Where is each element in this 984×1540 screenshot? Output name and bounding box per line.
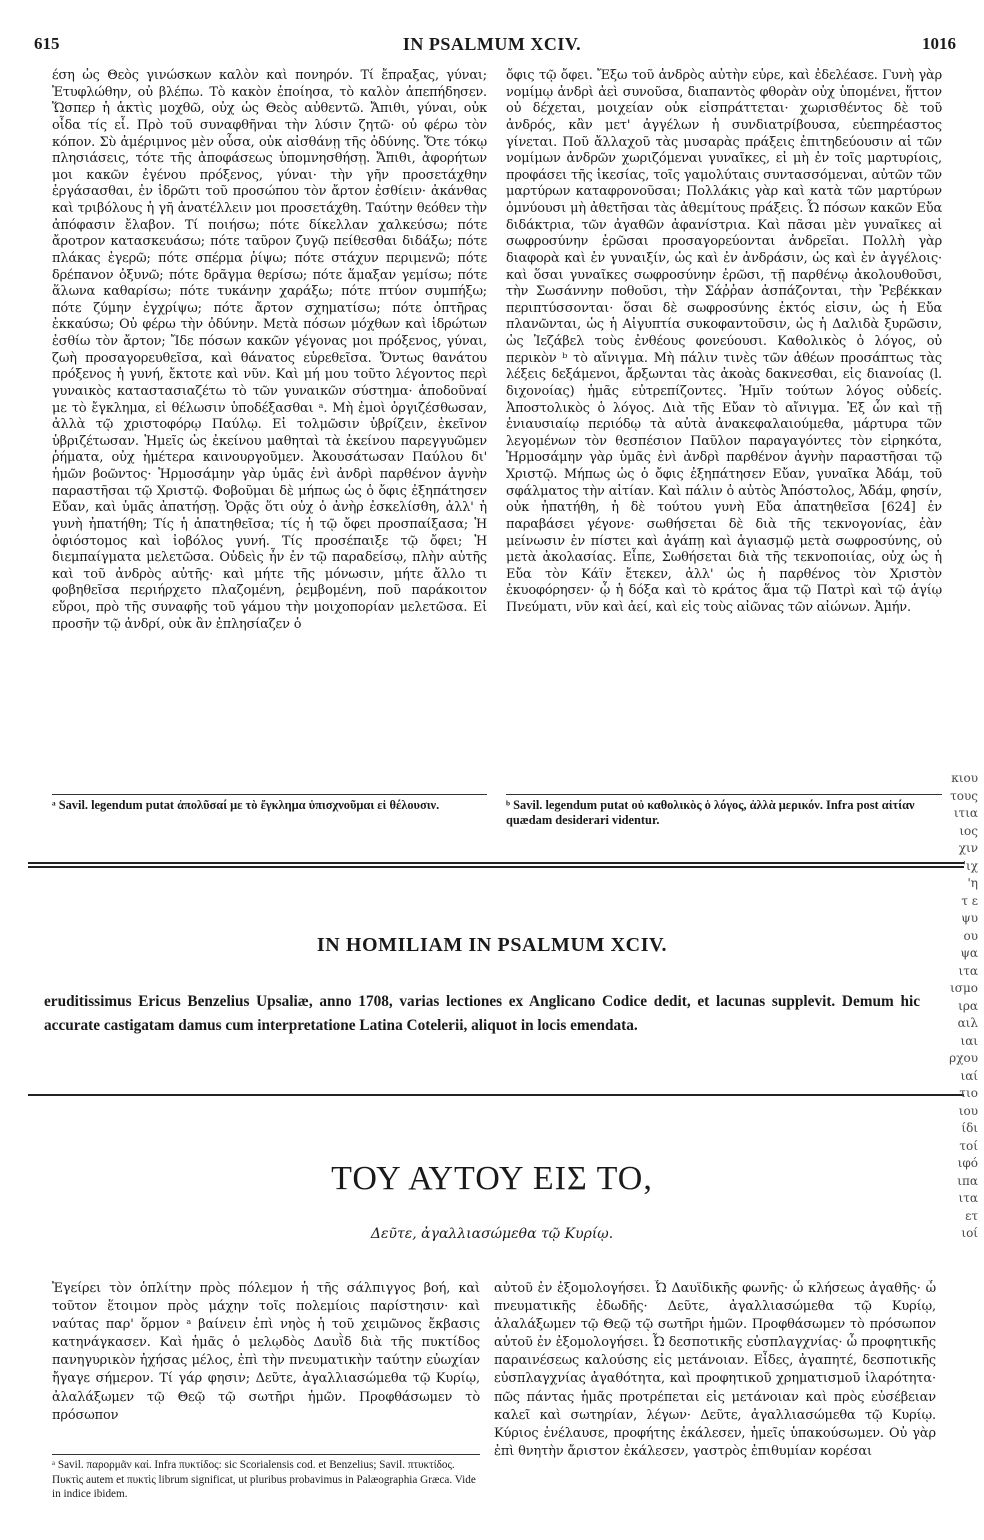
- margin-glyph: ιτα: [958, 1191, 978, 1205]
- margin-glyph: ρχου: [949, 1051, 978, 1065]
- bottom-right-column-text: [494, 1280, 936, 1532]
- section-subtitle: Δεῦτε, ἀγαλλιασώμεθα τῷ Κυρίῳ.: [370, 1226, 614, 1242]
- footnote-divider-left: [52, 794, 487, 795]
- left-column-paragraph: έση ὡς Θεὸς γινώσκων καλὸν καὶ πονηρόν. Τί ἔπραξας, γύναι; Ἐτυφλώθην, οὐ βλέπω. Τὸ κακὸν ἐποίησα, τὸ καλὸν ἀπεπήδησεν. Ὥσπερ ἡ ἀκτὶς μοχθῶ, οὐχ ὡς Θεὸς αὐθεντῶ. Ἄπιθι, γύναι, οὐκ οἶδα τίς εἶ. Πρὸ τοῦ συναφθῆναι τὴν λύσιν ζητῶ· οὐ φέρω τὸν κόπον. Σὺ ἀμέριμνος μὲν οὖσα, οὐκ αἰσθάνῃ τῆς ὀδύνης. Ὅτε τόκῳ πλησιάσεις, τότε τῆς ἀποφάσεως ὑπομνησθήσῃ. Ἄπιθι, ἀφορήτων μοι κακῶν ἐγένου πρόξενος, γύναι· τὴν γῆν προσετάχθην ἐργάσασθαι, ἐν ἱδρῶτι τοῦ προσώπου τὸν ἄρτον ἐσθίειν· ἀκάνθας καὶ τριβόλους ἡ γῆ ἀνατέλλειν μοι προσετάχθη. Ταύτην θεόθεν τὴν ἀπόφασιν ἔλαβον. Τί ποιήσω; πότε δίκελλαν χαλκεύσω; πότε ἄροτρον κατασκευάσω; πότε ταῦρον ζυγῷ πείθεσθαι διδάξω; πότε πλάκας ἐγερῶ; πότε σπέρμα ῥίψω; πότε στάχυν περιμενῶ; πότε δρέπανον ὀξυνῶ; πότε δρᾶγμα θερίσω; πότε ἅμαξαν γεμίσω; πότε ἅλωνα καθαρίσω; πότε τυκάνην χαράξω; πότε πτύον συμπήξω; πότε ζύμην ἐγχρίψω; πότε ἄρτον σχηματίσω; πότε ὀπτῆρας ἐκκαύσω; Οὐ φέρω τὴν ὀδύνην. Μετὰ πόσων μόχθων καὶ ἱδρώτων ἐσθίω τὸν ἄρτον; Ἴδε πόσων κακῶν γέγονας μοι πρόξενος, γύναι, ζωὴ προσαγορευθεῖσα, καὶ θάνατος εὑρεθεῖσα. Ὄντως θανάτου πρόξενος ἡ γυνή, ἔκτοτε καὶ νῦν. Καὶ μή μου τοῦτο λέγοντος περὶ γυναικὸς καταστασιαζέτω τὸ τῶν γυναικῶν σύστημα· ἀποδοῦναί με τὸ ἔγκλημα, εἰ θέλωσιν ὑποδέξασθαι ᵃ. Μὴ ἐμοὶ ὀργιζέσθωσαν, ἀλλὰ τῷ χριστοφόρῳ Παύλῳ. Εἰ τολμῶσιν ὑβρίζειν, ἐκεῖνον ὑβριζέτωσαν. Ἡμεῖς ὡς ἐκείνου μαθηταὶ τὰ ἐκείνου παρεγγυῶμεν ῥήματα, οὐχ ἡμέτερα καινουργοῦμεν. Ἀκουσάτωσαν Παύλου δι' ἡμῶν βοῶντος· Ἡρμοσάμην γὰρ ὑμᾶς ἑνὶ ἀνδρὶ παρθένον ἁγνὴν παραστῆσαι τῷ Χριστῷ. Φοβοῦμαι δὲ μήπως ὡς ὁ ὄφις ἐξηπάτησεν Εὔαν, καὶ ὑμᾶς ἀπατήσῃ. Ὁρᾷς ὅτι οὐχ ὁ ἀνὴρ ἐσκελίσθη, ἀλλ' ἡ γυνὴ ἠπατήθη; Τίς ἡ ἀπατηθεῖσα; τίς ἡ τῷ ὄφει προσπαίξασα; Ἡ ὀφιόστομος καὶ ἰοβόλος γυνή. Τίς προσέπαιξε τῷ ὄφει; Ἡ διεμπαίγματα μελετῶσα. Οὐδεὶς ἦν ἐν τῷ παραδείσῳ, πλὴν αὐτῆς καὶ τοῦ ἀνδρὸς αὐτῆς· καὶ μήτε τῆς μόνωσιν, μήτε ἄλλο τι φοβηθεῖσα περιήρχετο πλαζομένη, ῥεμβομένη, ποῦ παράκοιτον εὕροι, πρὸ τῆς συναφῆς τοῦ γάμου τὴν μοιχοπορίαν μελετῶσα. Εἰ προσῆν τῷ ἀνδρί, οὐκ ἂν ἐπλησίαζεν ὁ: [52, 68, 487, 632]
- right-column-paragraph: ὄφις τῷ ὄφει. Ἔξω τοῦ ἀνδρὸς αὐτὴν εὗρε, καὶ ἐδελέασε. Γυνὴ γὰρ νομίμῳ ἀνδρὶ ἀεὶ συνοῦσα, διαπαντὸς φθορὰν οὐχ ὑπομένει, ἥττον οὐ δέχεται, μοιχείαν οὐκ εἰσπράττεται· χωρισθέντος δὲ τοῦ ἀνδρός, κἂν μετ' ἀγγέλων ἡ συνδιατρίβουσα, εὐεπηρέαστος γίνεται. Ποῦ ἄλλαχοῦ τὰς μυσαρὰς πράξεις ἐπιτηδεύουσιν αἱ τῶν νομίμων ἀνδρῶν χωριζόμεναι γυναῖκες, εἰ μὴ ἐν τοῖς μαρτυρίοις, προφάσει τῆς ἱκεσίας, τοῖς γαμολύταις συντασσόμεναι, αὐτῶν τῶν μαρτύρων καταφρονοῦσαι; Πολλάκις γὰρ καὶ κατὰ τῶν μαρτύρων ὀμνύουσι μὴ ἀθετῆσαι τὰς ἀθεμίτους πράξεις. Ὦ πόσων κακῶν Εὔα διδάκτρια, τῶν ἀγαθῶν ἀφανίστρια. Καὶ πᾶσαι μὲν γυναῖκες αἱ σωφροσύνην ἐρῶσαι προσαγορεύονται ἀνδρεῖαι. Πολλὴ γὰρ διαφορὰ καὶ ἐν γυναιξίν, ὡς καὶ ἐν ἀνδράσιν, ὡς καὶ ἐν ἀγγέλοις· καὶ ὅσαι γυναῖκες σωφροσύνην ἐρῶσι, τῇ παρθένῳ ἀκολουθοῦσι, τὴν Σωσάννην ποθοῦσι, τὴν Σάῤῥαν ἀσπάζονται, τὴν Ῥεβέκκαν περιπτύσσονται· ὅσαι δὲ σωφροσύνης ἐκτός εἰσιν, ὡς ἡ Εὔα πλανῶνται, ὡς ἡ Αἰγυπτία συκοφαντοῦσιν, ὡς ἡ Δαλιδὰ ξυρῶσιν, ὡς Ἰεζάβελ τοὺς ἐνθέους φονεύουσι. Καθολικὸς ὁ λόγος, οὐ περικὸν ᵇ τὸ αἴνιγμα. Μὴ πάλιν τινὲς τῶν ἀθέων προσάπτως τὰς λέξεις δεξάμενοι, ἄρξωνται τὰς ἀκοὰς δακνεσθαι, εἰς διανοίας (l. διχονοίας) ἡμᾶς εὐτρεπίζοντες. Ἡμῖν τούτων λόγος οὐδείς. Ἀποστολικὸς ὁ λόγος. Διὰ τῆς Εὔαν τὸ αἴνιγμα. Ἐξ ὧν καὶ τῇ ἐνιαυσιαίῳ περιόδῳ τὰ αὐτὰ ἀνακεφαλαιούμεθα, μάρτυρα τῶν λεγομένων τὸν θεσπέσιον Παῦλον παραγαγόντες τὸν εἰρηκότα, Ἡρμοσάμην γὰρ ὑμᾶς ἑνὶ ἀνδρὶ παρθένον ἁγνὴν παραστῆσαι τῷ Χριστῷ. Μήπως ὡς ὁ ὄφις ἐξηπάτησεν Εὔαν, γυναῖκα Ἀδάμ, τοῦ σφάλματος τὴν αἰτίαν. Καὶ πάλιν ὁ αὐτὸς Ἀπόστολος, Ἀδάμ, φησίν, οὐκ ἠπατήθη, ἡ δὲ τούτου γυνὴ Εὔα ἀπατηθεῖσα [624] ἐν παραβάσει γέγονε· σωθήσεται δὲ διὰ τῆς τεκνογονίας, ἐὰν μείνωσιν ἐν πίστει καὶ ἀγάπῃ καὶ ἁγιασμῷ μετὰ σωφροσύνης, οὐ μετὰ ἀκολασίας. Εἶπε, Σωθήσεται διὰ τῆς τεκνοποιίας, οὐχ ὡς ἡ Εὔα τὸν Κάϊν ἔτεκεν, ἀλλ' ὡς ἡ παρθένος τὸν Χριστὸν ἐκυοφόρησεν· ᾧ ἡ δόξα καὶ τὸ κράτος ἅμα τῷ Πατρὶ καὶ τῷ ἁγίῳ Πνεύματι, νῦν καὶ ἀεί, καὶ εἰς τοὺς αἰῶνας τῶν αἰώνων. Ἀμήν.: [506, 68, 942, 615]
- column-number-right: 1016: [922, 34, 956, 53]
- section-title: ΤΟΥ ΑΥΤΟΥ ΕΙΣ ΤΟ,: [331, 1160, 653, 1197]
- section-rule-top-double: [28, 866, 964, 868]
- margin-glyph: ιτια: [953, 806, 978, 820]
- right-column-text: [506, 68, 942, 784]
- margin-glyph: ου: [963, 928, 978, 943]
- margin-glyph: τ ε: [961, 893, 978, 908]
- margin-glyph: χιν: [958, 841, 978, 855]
- margin-glyph: ισμο: [950, 981, 978, 995]
- margin-glyph: ιαι: [960, 1033, 978, 1048]
- margin-glyph: ιου: [958, 1103, 978, 1118]
- margin-glyph: κιου: [951, 771, 978, 785]
- bleed-through-margin: [908, 770, 978, 1243]
- margin-glyph: τιο: [959, 1086, 978, 1100]
- footnote-right: ᵇ Savil. legendum putat οὐ καθολικὸς ὁ λόγος, ἀλλὰ μερικόν. Infra post αἰτίαν quædam desiderari videntur.: [506, 798, 915, 827]
- intro-paragraph: eruditissimus Ericus Benzelius Upsaliæ, anno 1708, varias lectiones ex Anglicano Codice dedit, et lacunas supplevit. Demum hic accurate castigatam damus cum interpretatione Latina Cotelerii, aliquot in locis emendata.: [44, 993, 920, 1034]
- bottom-right-paragraph: αὐτοῦ ἐν ἐξομολογήσει. Ὦ Δαυϊδικῆς φωνῆς· ὦ κλήσεως ἀγαθῆς· ὦ πνευματικῆς ἐδωδῆς· Δεῦτε, ἀγαλλιασώμεθα τῷ Κυρίῳ, ἀλαλάξωμεν τῷ Θεῷ τῷ σωτῆρι ἡμῶν. Προφθάσωμεν τὸ πρόσωπον αὐτοῦ ἐν ἐξομολογήσει. Ὦ δεσποτικῆς εὐσπλαγχνίας· ὦ προφητικῆς παραινέσεως καλούσης εἰς μετάνοιαν. Εἶδες, ἀγαπητέ, δεσποτικῆς εὐσπλαγχνίας ἀγαθότητα, καὶ προφητικοῦ χρηματισμοῦ ἱλαρότητα· πῶς πάντας ἡμᾶς προτρέπεται εἰς μετάνοιαν καὶ πρὸς εὐσέβειαν καλεῖ καὶ σωτηρίαν, λέγων· Δεῦτε, ἀγαλλιασώμεθα τῷ Κυρίῳ. Κύριος ἐνέλαυσε, προφήτης ἐκάλεσεν, ἡμεῖς ὑπακούσωμεν. Οὐ γὰρ ἐπὶ θνητὴν ἄριστον ἐκάλεσεν, γαστρὸς ἐπιθυμίαν κορέσαι: [494, 1281, 936, 1459]
- margin-glyph: 'ιχ: [962, 858, 978, 873]
- margin-glyph: ψα: [960, 946, 978, 960]
- footnote-bottom-left: ᵃ Savil. παρορμᾶν καί. Infra πυκτίδος: sic Scorialensis cod. et Benzelius; Savil. πτυκτίδος. Πυκτὶς autem et πυκτὶς librum significat, ut pluribus probavimus in Palæographia Græca. Vide in indice ibidem.: [52, 1459, 476, 1501]
- footnote-divider-right: [506, 794, 942, 795]
- margin-glyph: ιτα: [958, 963, 978, 978]
- bottom-left-column-text: [52, 1280, 480, 1448]
- margin-glyph: ιπα: [957, 1173, 978, 1188]
- homily-heading: IN HOMILIAM IN PSALMUM XCIV.: [316, 934, 668, 956]
- margin-glyph: ιος: [959, 823, 978, 838]
- margin-glyph: ιρα: [958, 998, 978, 1013]
- footnote-divider-bottom-left: [52, 1454, 480, 1455]
- bottom-left-paragraph: Ἐγείρει τὸν ὁπλίτην πρὸς πόλεμον ἡ τῆς σάλπιγγος βοή, καὶ τοῦτον ἕτοιμον πρὸς μάχην τοῖς πολεμίοις παρίστησιν· καὶ ναύτας παρ' ὅρμον ᵃ βαίνειν ἐπὶ νηὸς ἡ τοῦ χειμῶνος ἔκβασις κατηνάγκασεν. Καὶ ἡμᾶς ὁ μελῳδὸς Δαυῒδ διὰ τῆς πυκτίδος πανηγυρικὸν ἠχήσας μέλος, ἐπὶ τὴν πνευματικὴν ταύτην εὐωχίαν ἤγαγε σήμερον. Τί γάρ φησιν; Δεῦτε, ἀγαλλιασώμεθα τῷ Κυρίῳ, ἀλαλάξωμεν τῷ Θεῷ τῷ σωτῆρι ἡμῶν. Προφθάσωμεν τὸ πρόσωπον: [52, 1281, 480, 1423]
- margin-glyph: ετ: [965, 1208, 978, 1223]
- margin-glyph: τοί: [959, 1138, 978, 1153]
- margin-glyph: ιοί: [961, 1226, 978, 1240]
- left-column-text: [52, 68, 487, 816]
- section-rule-top: [28, 862, 964, 864]
- margin-glyph: ιφό: [957, 1156, 978, 1170]
- section-rule-bottom: [28, 1094, 964, 1096]
- margin-glyph: ιαί: [960, 1068, 978, 1083]
- margin-glyph: τους: [950, 788, 978, 803]
- running-title: IN PSALMUM XCIV.: [402, 34, 582, 54]
- footnote-left: ᵃ Savil. legendum putat ἀπολῦσαί με τὸ ἔγκλημα ὑπισχνοῦμαι εἰ θέλουσιν.: [52, 798, 440, 812]
- margin-glyph: αιλ: [957, 1016, 978, 1030]
- page-number-left: 615: [34, 34, 60, 53]
- margin-glyph: ψυ: [961, 911, 978, 925]
- running-header: [28, 34, 956, 56]
- margin-glyph: 'η: [967, 876, 978, 890]
- margin-glyph: ίδι: [961, 1121, 978, 1135]
